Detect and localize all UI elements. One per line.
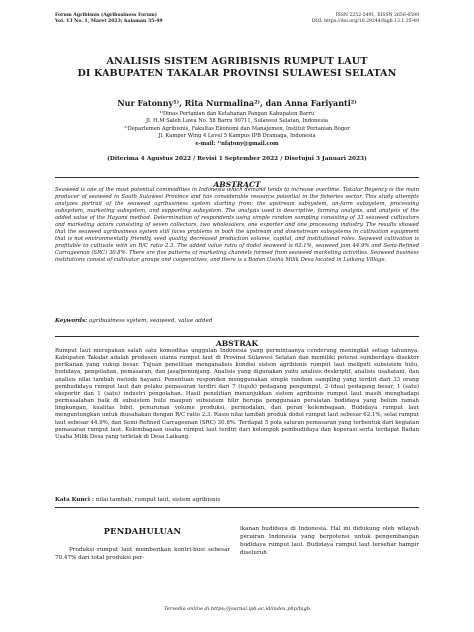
journal-name: Forum Agribisnis (Agribusiness Forum) <box>55 13 157 18</box>
affiliation-2-address: Jl. Kamper Wing 4 Level 5 Kampus IPB Dramaga, Indonesia <box>158 133 316 140</box>
keywords-line <box>55 318 419 324</box>
abstrak-text: Rumput laut merupakan salah satu komoditas unggulan Indonesia yang permintaanya cenderung meningkat setiap tahunnya. Kabupaten Takalar adalah produsen utama rumput laut di Provinsi Sulawesi Selatan dan memiliki potensi sumberdaya disektor perikanan yang cukup besar. Tujuan penelitian menganalisis kondisi sistem agribisnis rumput laut meliputi subsistem hulu, budidaya, pengolahan, pemasaran, dan jasa/penunjang. Analisis yang digunakan yaitu analisis deskriptif, analisis usahatani, dan analisis nilai tambah metode hayami. Penentuan responden menggunakan simple random sampling yang terdiri dari 33 orang pembudidaya rumput laut dan pelaku pemasaran terdiri dari 7 (tujuh) pedagang pengumpul, 2 (dua) pedagang besar, 1 (satu) eksportir dan 1 (satu) industri pengolahan. Hasil penelitian menunjukkan sistem agribisnis rumput laut masih menghadapi permasalahan baik di subsistem hulu maupun subsistem hilir berupa penggunaan peralatan budidaya yang belum ramah lingkungan, kualitas bibit, penurunan volume produksi, permodalan, dan peran kelembagaan. Budidaya rumput laut menguntungkan untuk diusahakan dengan R/C ratio 2.3. Rasio nilai tambah produk dodol rumput laut sebesar 62.1%, selai rumput laut sebesar 44.9%, dan Semi-Refined Carrageenan (SRC) 30.8%. Terdapat 5 pola saluran pemasaran yang terbentuk dari kegiatan pemasaran rumput laut. Kelembagaan usaha rumput laut terdiri dari kelompok pembudidaya dan koperasi serta terdapat Badan Usaha Milik Desa yang terletak di Desa Laikang. <box>55 348 419 440</box>
left-column-text: Produksi rumput laut memberikan kontri-busi sebesar 70.47% dari total produksi per- <box>55 547 230 561</box>
right-column-text: ikanan budidaya di Indonesia. Hal ini didukung oleh wilayah perairan Indonesia yang berpotensi untuk pengembangan budidaya rumput laut. Budidaya rumput laut tersebar hampir diseluruh <box>240 526 419 556</box>
paper-title <box>40 56 434 80</box>
kata-kunci-label: Kata Kunci : <box>55 497 95 503</box>
title-line-2: DI KABUPATEN TAKALAR PROVINSI SULAWESI SELATAN <box>77 68 397 79</box>
journal-identifiers <box>312 13 419 33</box>
issn: ISSN 2252-5491, EISSN 2656-4599 <box>335 13 419 18</box>
kata-kunci-value: nilai tambah, rumput laut, sistem agribisnis <box>95 497 221 503</box>
affiliations <box>40 111 434 148</box>
keywords-value: agribusiness system, seaweed, value added <box>88 318 213 324</box>
keywords-label: Keywords: <box>55 318 88 324</box>
page-header <box>55 13 419 33</box>
doi-link[interactable]: DOI: https://doi.org/10.29244/fagb.13.1.35-49 <box>311 19 419 24</box>
kata-kunci-line <box>55 497 419 508</box>
affiliation-1-address: Jl. H.M Saleh Lawa No. 58 Barru 90711, Sulawesi Selatan, Indonesia <box>145 118 328 125</box>
affiliation-2: ²⁾Departemen Agribisnis, Fakultas Ekonomi dan Manajemen, Institut Pertanian Bogor <box>124 125 350 132</box>
author-email[interactable]: e-mail: ¹⁾nfatony@gmail.com <box>195 140 279 147</box>
title-line-1: ANALISIS SISTEM AGRIBISNIS RUMPUT LAUT <box>106 56 368 67</box>
journal-info <box>55 13 163 33</box>
abstract-text: Seaweed is one of the most potential commodities in Indonesia which demand tends to increase overtime. Takalar Regency is the main producer of seaweed in South Sulawesi Province and has considerable resource potential in the fisheries sector. This study attempts analyzes portrait of the seaweed agribusiness system starting from: the upstream subsystem, on-farm subsystem, processing subsystem, marketing subsystem, and supporting subsystem. The analysis used is descriptive, farming analysis, and analysis of the added value of the Hayami method. Determination of respondents using simple random sampling consisting of 33 seaweed cultivators and marketing actors consisting of seven collectors, two wholesalers, one exporter and one processing industry. The results showed that the seaweed agribusiness system still faces problems in both the upstream and downstream subsystems in cultivation equipment that is not environmentally friendly, seed quality, decreased production volume, capital, and institutional roles. Seaweed cultivation is profitable to cultivate with an R/C ratio 2.3. The added value ratio of dodol seaweed is 62.1%, seaweed jam 44.9% and Semi-Refined Carrageenan (SRC) 30.8%. There are five patterns of marketing channels formed from seaweed marketing activities. Seaweed business institutions consist of cultivator groups and cooperatives, and there is a Badan Usaha Milik Desa located in Laikang Village. <box>55 187 419 264</box>
submission-dates: (Diterima 4 Agustus 2022 / Revisi 1 September 2022 / Disetujui 3 Januari 2023) <box>107 156 367 162</box>
abstrak-heading: ABSTRAK <box>55 336 419 348</box>
section-heading: PENDAHULUAN <box>103 526 182 536</box>
affiliation-1: ¹⁾Dinas Pertanian dan Ketahanan Pangan Kabupaten Barru <box>159 111 315 117</box>
page-footer[interactable]: Tersedia online di https://journal.ipb.ac.id/index.php/fagb <box>164 606 310 612</box>
journal-volume: Vol. 13 No. 1, Maret 2023; halaman 35-49 <box>55 19 163 24</box>
authors: Nur Fatonny¹⁾, Rita Nurmalina²⁾, dan Anna Fariyanti²⁾ <box>117 98 357 108</box>
abstract-heading: ABSTRACT <box>55 177 419 189</box>
left-column <box>55 520 230 562</box>
